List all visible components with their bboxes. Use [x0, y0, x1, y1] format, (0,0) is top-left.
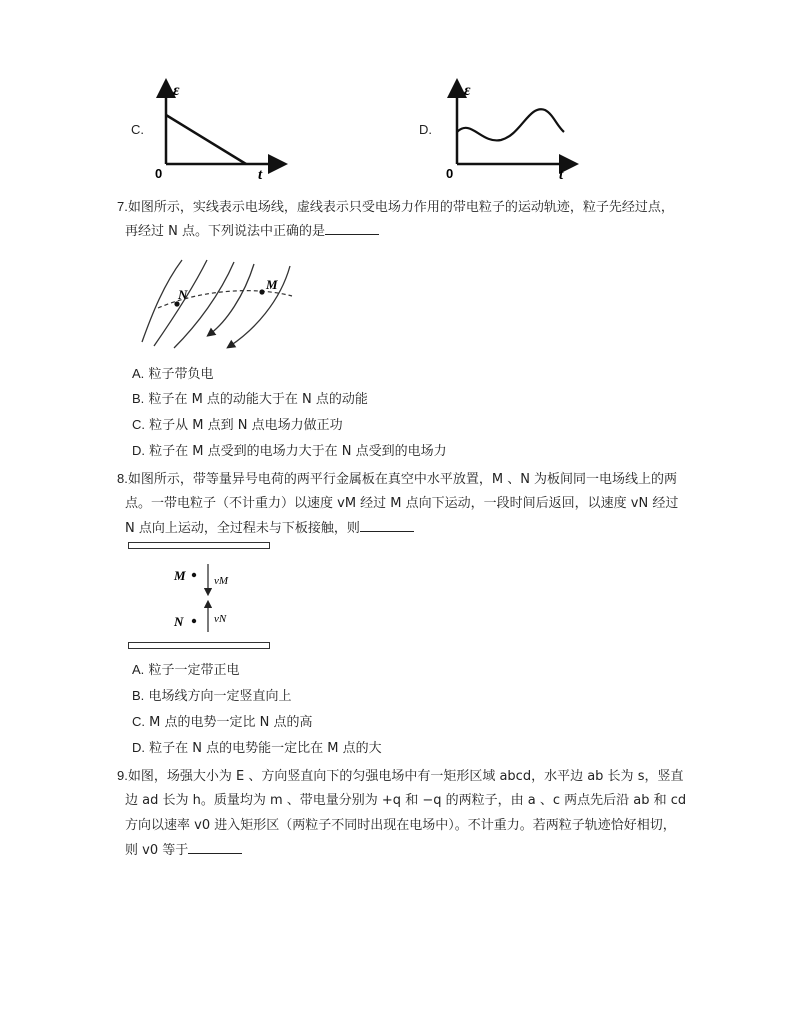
q7-answer-blank[interactable]: [325, 220, 379, 235]
field-line-5: [230, 266, 290, 346]
q8-number: 8.: [117, 471, 128, 486]
graph-c-x-label: t: [258, 167, 263, 183]
q7-stem-text1: 如图所示，实线表示电场线，虚线表示只受电场力作用的带电粒子的运动轨迹，粒子先经过点，: [127, 200, 674, 215]
q7-option-a[interactable]: A. 粒子带负电: [132, 366, 214, 382]
q8-option-a[interactable]: A. 粒子一定带正电: [132, 662, 240, 678]
point-n-label: N: [178, 287, 188, 302]
point-n-label-q8: N: [174, 614, 184, 629]
q7-option-c[interactable]: C. 粒子从 M 点到 N 点电场力做正功: [132, 417, 343, 433]
q8-option-c[interactable]: C. M 点的电势一定比 N 点的高: [132, 714, 313, 730]
field-line-4: [210, 264, 254, 334]
graph-d-x-label: t: [559, 167, 564, 183]
q8-stem-text2: 点。一带电粒子（不计重力）以速度 vM 经过 M 点向下运动，一段时间后返回，以速度 vN 经过: [125, 496, 679, 511]
q8-option-d[interactable]: D. 粒子在 N 点的电势能一定比在 M 点的大: [132, 740, 382, 756]
q9-stem-line1: [117, 763, 683, 789]
graph-c-y-label: ε: [173, 82, 180, 99]
q7-stem-line2: [125, 219, 379, 244]
q9-answer-blank[interactable]: [188, 839, 242, 854]
graph-d-option-label: D.: [419, 122, 432, 137]
point-m-dot: [192, 573, 196, 577]
q9-stem-text4: 则 v0 等于: [125, 843, 189, 858]
q9-stem-text2: 边 ad 长为 h。质量均为 m 、带电量分别为 +q 和 −q 的两粒子，由 a 、c 两点先后沿 ab 和 cd: [125, 793, 687, 808]
lower-plate: [128, 642, 270, 649]
q9-stem-line3: [125, 813, 676, 838]
q7-option-b[interactable]: B. 粒子在 M 点的动能大于在 N 点的动能: [132, 391, 368, 407]
graph-d-energy-time: [441, 78, 581, 183]
point-n: [174, 301, 179, 306]
field-line-2: [154, 260, 207, 346]
q7-option-d[interactable]: D. 粒子在 M 点受到的电场力大于在 N 点受到的电场力: [132, 443, 447, 459]
graph-d-y-label: ε: [464, 82, 471, 99]
point-m-label: M: [266, 277, 278, 292]
graph-d-wave-curve: [457, 109, 564, 140]
q8-stem-line1: [117, 466, 677, 492]
q9-stem-line4: [125, 838, 242, 863]
q7-stem-line1: [117, 194, 674, 220]
q7-field-lines-figure: [130, 254, 305, 359]
upper-plate: [128, 542, 270, 549]
velocity-vm-label: vM: [214, 575, 229, 587]
velocity-vn-label: vN: [214, 613, 227, 625]
field-line-3: [174, 262, 234, 348]
q9-stem-line2: [125, 788, 686, 813]
q8-answer-blank[interactable]: [360, 517, 414, 532]
q8-stem-text1: 如图所示，带等量异号电荷的两平行金属板在真空中水平放置，M 、N 为板间同一电场线上的两: [127, 472, 678, 487]
point-n-dot: [192, 619, 196, 623]
graph-c-origin: 0: [155, 166, 163, 181]
point-m: [259, 289, 264, 294]
graph-c-energy-time: [150, 78, 290, 183]
q9-stem-text1: 如图，场强大小为 E 、方向竖直向下的匀强电场中有一矩形区域 abcd，水平边 ab 长为 s，竖直: [127, 769, 684, 784]
q8-stem-line2: [125, 491, 678, 516]
q8-stem-text3: N 点向上运动，全过程未与下板接触，则: [125, 521, 360, 536]
graph-d-origin: 0: [446, 166, 454, 181]
field-line-1: [142, 260, 182, 342]
q7-stem-text2: 再经过 N 点。下列说法中正确的是: [125, 224, 325, 239]
q7-number: 7.: [117, 199, 128, 214]
q9-number: 9.: [117, 768, 128, 783]
graph-c-decreasing-line: [166, 115, 246, 164]
point-m-label-q8: M: [174, 568, 186, 583]
q8-stem-line3: [125, 516, 414, 541]
q8-points-figure: [170, 558, 250, 636]
graph-c-option-label: C.: [131, 122, 144, 137]
q9-stem-text3: 方向以速率 v0 进入矩形区（两粒子不同时出现在电场中）。不计重力。若两粒子轨迹恰好相切，: [125, 818, 676, 833]
q8-option-b[interactable]: B. 电场线方向一定竖直向上: [132, 688, 292, 704]
